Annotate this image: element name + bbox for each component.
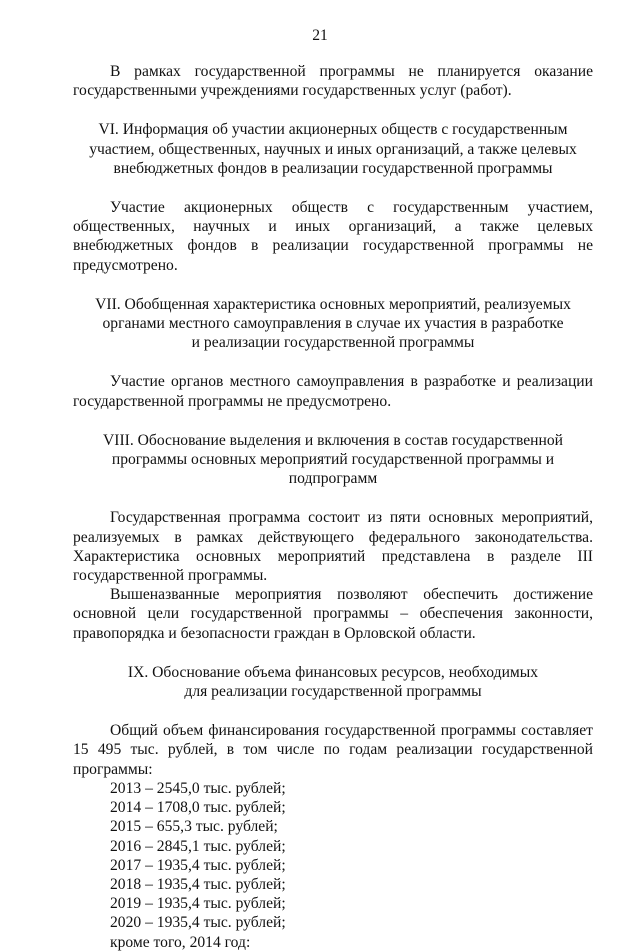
heading-line: участием, общественных, научных и иных организаций, а также целевых: [89, 140, 577, 158]
funding-by-year-list: [73, 779, 593, 952]
list-item: 2018 – 1935,4 тыс. рублей;: [110, 875, 286, 893]
paragraph-program-goal: Вышеназванные мероприятия позволяют обеспечить достижение основной цели государственной программы – обеспечения законности, правопорядка и безопасности граждан в Орловской области.: [73, 586, 593, 642]
list-item: 2014 – 1708,0 тыс. рублей;: [110, 799, 286, 817]
heading-line: и реализации государственной программы: [191, 334, 475, 352]
heading-line: для реализации государственной программы: [184, 683, 482, 701]
list-item: 2013 – 2545,0 тыс. рублей;: [110, 779, 286, 797]
paragraph-total-funding: Общий объем финансирования государственной программы составляет 15 495 тыс. рублей, в том числе по годам реализации государственной программы:: [73, 722, 593, 778]
paragraph-program-structure: Государственная программа состоит из пяти основных мероприятий, реализуемых в рамках действующего федерального законодательства. Характеристика основных мероприятий представлена в разделе III государственной программы.: [73, 509, 593, 585]
paragraph-organizations: Участие акционерных обществ с государственным участием, общественных, научных и иных организаций, а также целевых внебюджетных фондов в реализации государственной программы не предусмотрено.: [73, 199, 593, 274]
heading-line: VIII. Обоснование выделения и включения в состав государственной: [103, 431, 563, 449]
list-item: 2015 – 655,3 тыс. рублей;: [110, 818, 278, 836]
paragraph-local-government: Участие органов местного самоуправления в разработке и реализации государственной программы не предусмотрено.: [73, 373, 593, 410]
heading-line: VII. Обобщенная характеристика основных мероприятий, реализуемых: [95, 295, 571, 313]
section-heading-7: [73, 295, 593, 353]
heading-line: VI. Информация об участии акционерных обществ с государственным: [98, 121, 568, 139]
list-item: 2019 – 1935,4 тыс. рублей;: [110, 895, 286, 913]
list-item: 2017 – 1935,4 тыс. рублей;: [110, 856, 286, 874]
document-body: [73, 62, 593, 952]
section-heading-6: [73, 120, 593, 178]
page-number: 21: [312, 27, 328, 44]
list-item: 2020 – 1935,4 тыс. рублей;: [110, 914, 286, 932]
list-item: 2016 – 2845,1 тыс. рублей;: [110, 837, 286, 855]
section-heading-8: [73, 431, 593, 489]
list-item-tail: кроме того, 2014 год:: [110, 933, 251, 951]
heading-line: внебюджетных фондов в реализации государственной программы: [113, 159, 553, 177]
heading-line: органами местного самоуправления в случае их участия в разработке: [102, 315, 564, 333]
paragraph-services: В рамках государственной программы не планируется оказание государственными учреждениями государственных услуг (работ).: [73, 63, 593, 100]
section-heading-9: [73, 663, 593, 701]
heading-line: программы основных мероприятий государственной программы и подпрограмм: [111, 451, 555, 488]
heading-line: IX. Обоснование объема финансовых ресурсов, необходимых: [127, 663, 539, 681]
